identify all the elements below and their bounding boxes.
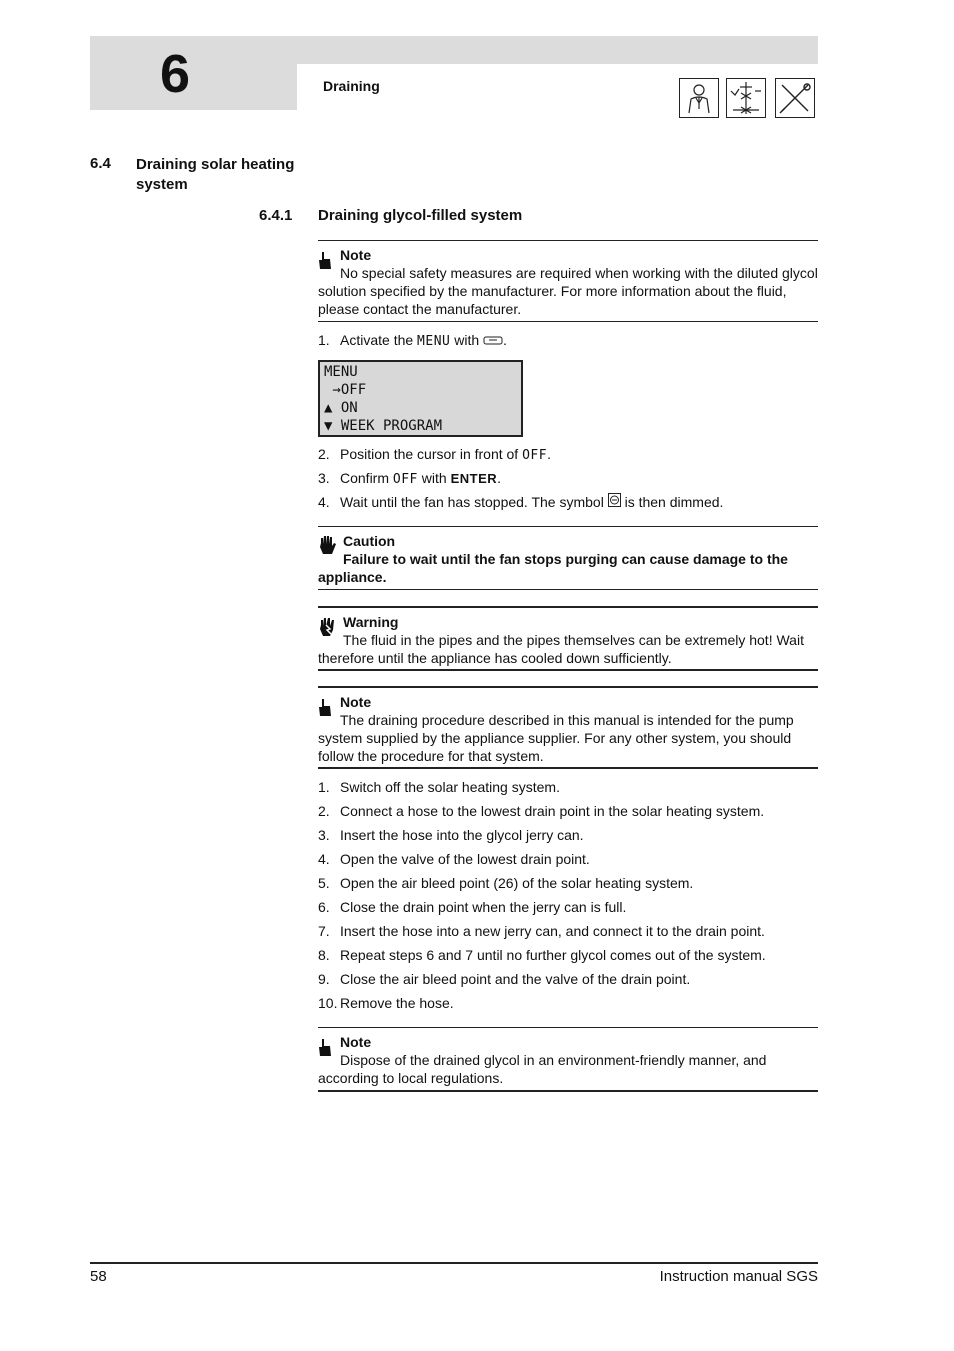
chapter-number: 6 [160, 44, 191, 104]
caution-box [318, 526, 818, 590]
list-item: 10. Remove the hose. [318, 995, 454, 1011]
subsection-title: Draining glycol-filled system [318, 207, 523, 224]
note-box-1 [318, 240, 818, 322]
list-item: 1. Activate the MENU with . [318, 332, 507, 349]
caution-text: Failure to wait until the fan stops purging can cause damage to the appliance. [318, 551, 788, 585]
note-heading: Note [340, 694, 372, 710]
note-box-3 [318, 1027, 818, 1092]
list-item: 8. Repeat steps 6 and 7 until no further glycol comes out of the system. [318, 947, 766, 963]
subsection-number: 6.4.1 [259, 207, 293, 224]
list-item: 6. Close the drain point when the jerry can is full. [318, 899, 627, 915]
hot-surface-warning-icon [318, 616, 338, 638]
page-number: 58 [90, 1268, 107, 1285]
list-item: 7. Insert the hose into a new jerry can, and connect it to the drain point. [318, 923, 765, 939]
display-line: ▼ WEEK PROGRAM [324, 418, 443, 434]
document-title: Instruction manual SGS [659, 1268, 818, 1285]
menu-key-icon [483, 335, 503, 345]
list-item: 4. Open the valve of the lowest drain point. [318, 851, 590, 867]
operator-icon [679, 78, 719, 118]
list-item: 1. Switch off the solar heating system. [318, 779, 560, 795]
display-line: →OFF [324, 382, 367, 398]
header-section-label: Draining [323, 78, 380, 94]
warning-heading: Warning [343, 614, 399, 630]
note-heading: Note [340, 247, 372, 263]
section-number: 6.4 [90, 155, 111, 172]
display-line: ▲ ON [324, 400, 358, 416]
list-item: 2. Position the cursor in front of OFF. [318, 446, 551, 463]
fan-icon [608, 493, 621, 507]
section-title: Draining solar heating system [136, 156, 295, 193]
warning-box [318, 606, 818, 671]
list-item: 3. Insert the hose into the glycol jerry can. [318, 827, 584, 843]
list-item: 9. Close the air bleed point and the valve of the drain point. [318, 971, 691, 987]
note-heading: Note [340, 1034, 372, 1050]
list-item: 2. Connect a hose to the lowest drain point in the solar heating system. [318, 803, 765, 819]
note-text: No special safety measures are required when working with the diluted glycol solution specified by the manufacturer. For more information about the fluid, please contact the manufacturer. [318, 265, 818, 317]
stop-hand-icon [318, 535, 338, 557]
display-line: MENU [324, 364, 358, 380]
chapter-box [90, 36, 297, 110]
pointing-hand-icon [318, 251, 332, 271]
pointing-hand-icon [318, 698, 332, 718]
service-tools-icon [775, 78, 815, 118]
note-text: Dispose of the drained glycol in an environment-friendly manner, and according to local regulations. [318, 1052, 767, 1086]
footer-rule [90, 1262, 818, 1264]
installer-hydraulics-icon [726, 78, 766, 118]
list-item: 3. Confirm OFF with ENTER. [318, 470, 502, 487]
note-box-2 [318, 686, 818, 769]
note-text: The draining procedure described in this manual is intended for the pump system supplied by the appliance supplier. For any other system, you should follow the procedure for that system. [318, 712, 794, 764]
pointing-hand-icon [318, 1038, 332, 1058]
list-item: 5. Open the air bleed point (26) of the solar heating system. [318, 875, 694, 891]
caution-heading: Caution [343, 533, 396, 549]
warning-text: The fluid in the pipes and the pipes themselves can be extremely hot! Wait therefore until the appliance has cooled down sufficiently. [318, 632, 804, 666]
list-item: 4. Wait until the fan has stopped. The symbol is then dimmed. [318, 494, 724, 510]
display-screen [318, 360, 523, 437]
